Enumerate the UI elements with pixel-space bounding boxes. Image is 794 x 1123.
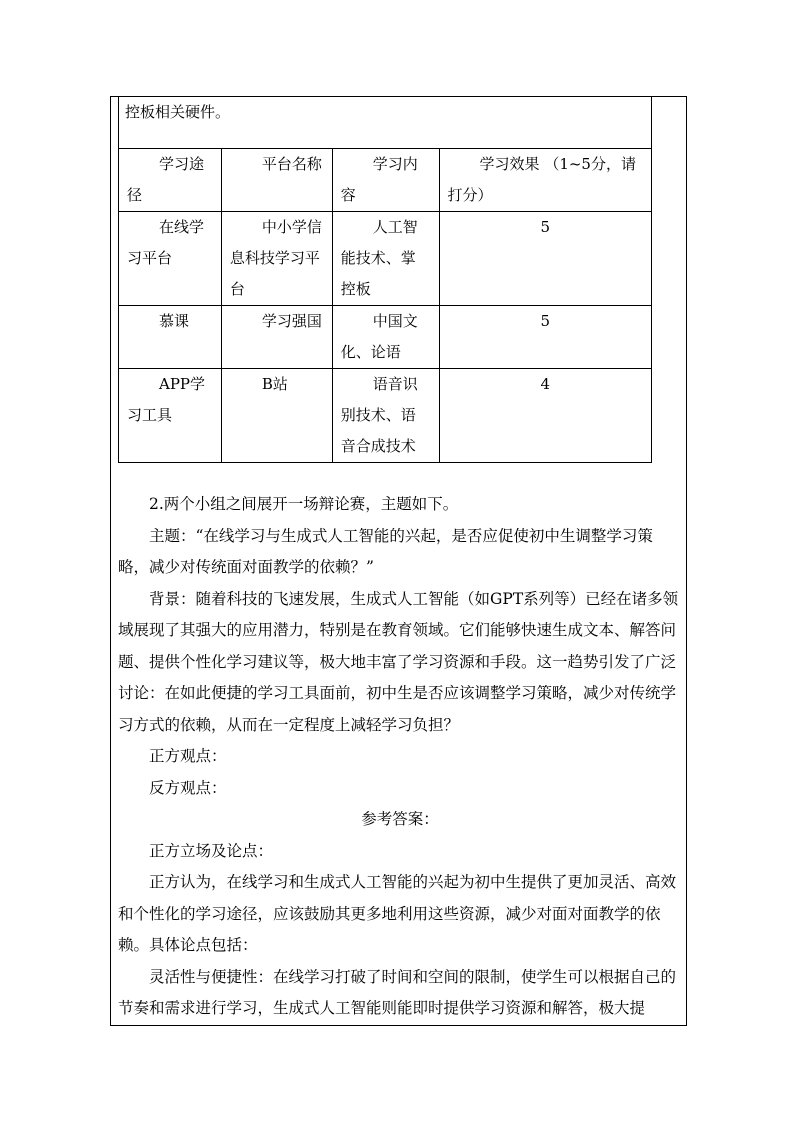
row-score: 4 — [439, 369, 651, 463]
cell-line: 中小学信 — [261, 218, 322, 236]
cell-line: 人工智 — [372, 218, 418, 236]
row-content — [332, 306, 439, 369]
paragraph-pro-view: 正方观点： — [149, 747, 227, 765]
row-platform — [221, 306, 332, 369]
header-content — [332, 149, 439, 212]
row-platform — [221, 369, 332, 463]
cell-line: 台 — [229, 280, 245, 298]
header-platform — [221, 149, 332, 212]
paragraph-flexibility: 灵活性与便捷性：在线学习打破了时间和空间的限制，使学生可以根据自己的节奏和需求进行学习，生成式人工智能则能即时提供学习资源和解答，极大提 — [118, 967, 677, 1017]
cell-line: 学习强国 — [261, 312, 322, 330]
paragraph-topic: 主题：“在线学习与生成式人工智能的兴起，是否应促使初中生调整学习策略，减少对传统面对面教学的依赖？” — [118, 526, 653, 576]
cell-line: 在线学 — [159, 218, 205, 236]
cell-line: 音合成技术 — [340, 437, 416, 455]
paragraph-pro-position-heading: 正方立场及论点： — [149, 841, 274, 860]
heading-reference-answer: 参考答案： — [361, 810, 439, 828]
table-header-row — [119, 149, 652, 212]
cell-line: 化、论语 — [340, 343, 401, 361]
paragraph-con-view: 反方观点： — [149, 778, 227, 797]
header-content-line1: 学习内 — [372, 155, 418, 173]
row-score: 5 — [439, 212, 651, 306]
row-path — [119, 212, 222, 306]
header-score-line2: 打分） — [447, 186, 493, 204]
row-platform — [221, 212, 332, 306]
table-cell-continued: 控板相关硬件。 — [119, 97, 652, 149]
cell-line: 息科技学习平 — [229, 249, 320, 267]
learning-path-table — [118, 96, 652, 463]
cell-line: 别技术、语 — [340, 406, 416, 424]
row-content — [332, 369, 439, 463]
cell-line: 习平台 — [127, 249, 173, 267]
cell-line: 控板 — [340, 280, 371, 298]
row-score: 5 — [439, 306, 651, 369]
header-path-line2: 径 — [127, 186, 143, 204]
header-score — [439, 149, 651, 212]
cell-line: 语音识 — [372, 375, 418, 393]
row-content — [332, 212, 439, 306]
document-body — [118, 489, 682, 1025]
cell-line: 中国文 — [372, 312, 418, 330]
header-path-line1: 学习途 — [159, 155, 205, 173]
table-row — [119, 306, 652, 369]
cell-line: 能技术、掌 — [340, 249, 416, 267]
paragraph-debate-intro: 2.两个小组之间展开一场辩论赛，主题如下。 — [149, 495, 459, 513]
paragraph-background: 背景：随着科技的飞速发展，生成式人工智能（如GPT系列等）已经在诸多领域展现了其强大的应用潜力，特别是在教育领域。它们能够快速生成文本、解答问题、提供个性化学习建议等，极大地丰富了学习资源和手段。这一趋势引发了广泛讨论：在如此便捷的学习工具面前，初中生是否应该调整学习策略，减少对传统学习方式的依赖，从而在一定程度上减轻学习负担？ — [118, 589, 679, 734]
cell-line: APP学 — [159, 375, 206, 393]
header-platform-line1: 平台名称 — [261, 155, 322, 173]
header-score-line1: 学习效果 （1~5分，请 — [479, 155, 636, 173]
cell-line: B站 — [261, 375, 288, 393]
header-path — [119, 149, 222, 212]
cell-line: 慕课 — [159, 312, 190, 330]
table-row — [119, 212, 652, 306]
table-row — [119, 369, 652, 463]
cell-line: 习工具 — [127, 406, 173, 424]
row-path — [119, 369, 222, 463]
header-content-line2: 容 — [340, 186, 356, 204]
row-path — [119, 306, 222, 369]
paragraph-pro-position: 正方认为，在线学习和生成式人工智能的兴起为初中生提供了更加灵活、高效和个性化的学习途径，应该鼓励其更多地利用这些资源，减少对面对面教学的依赖。具体论点包括： — [118, 873, 677, 954]
table-row — [119, 97, 652, 149]
